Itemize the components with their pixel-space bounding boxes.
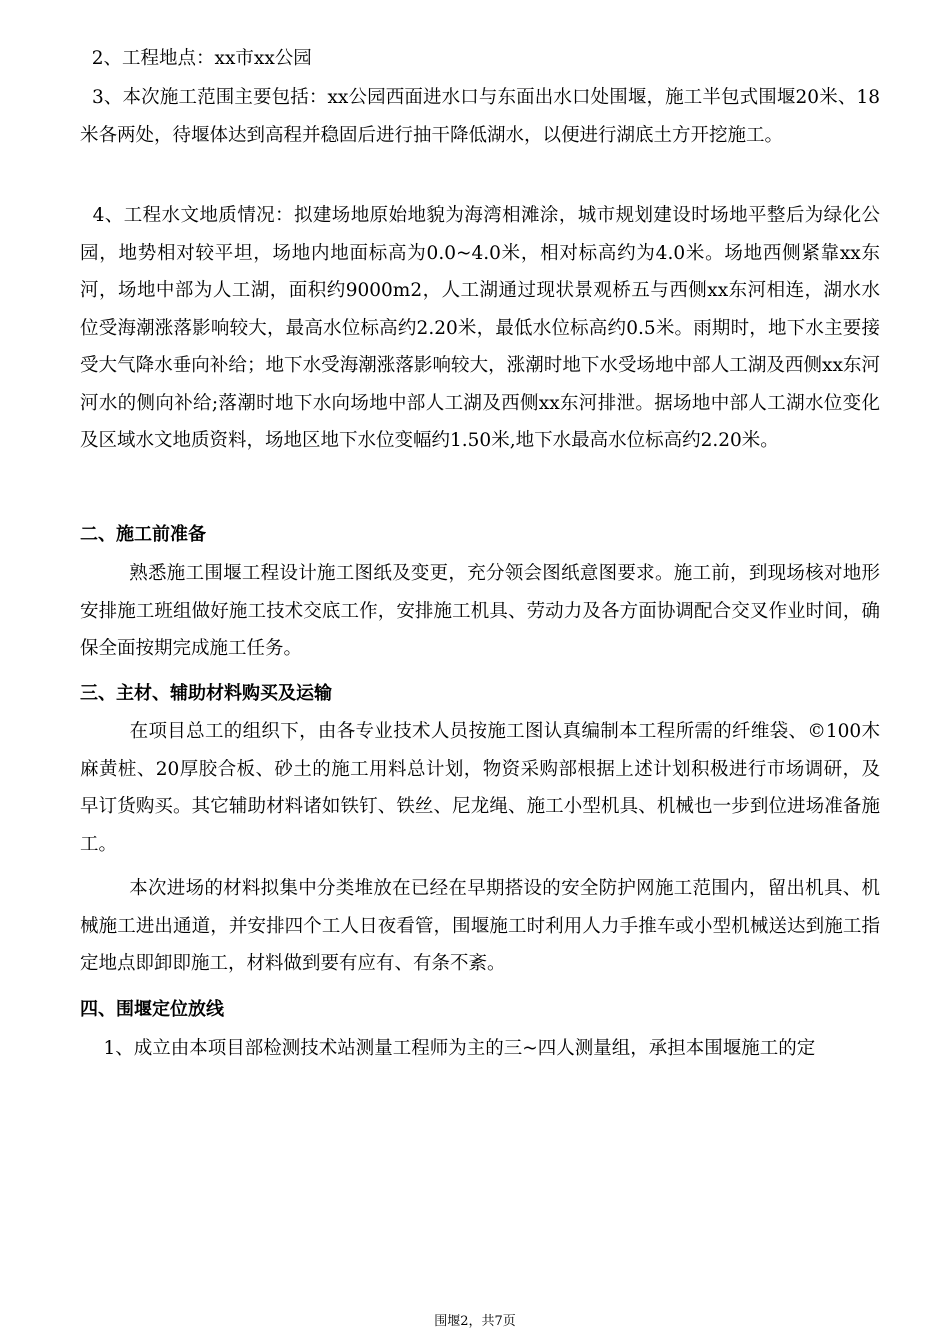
page-footer: 围堰2，共7页: [434, 1314, 516, 1329]
heading-positioning: 四、围堰定位放线: [80, 999, 224, 1020]
heading-preparation: 二、施工前准备: [80, 524, 206, 545]
paragraph-materials-plan: 在项目总工的组织下，由各专业技术人员按施工图认真编制本工程所需的纤维袋、©100木麻黄桩、20厚胶合板、砂土的施工用料总计划，物资采购部根据上述计划积极进行市场调研，及早订货购买。其它辅助材料诸如铁钉、铁丝、尼龙绳、施工小型机具、机械也一步到位进场准备施工。: [80, 721, 880, 855]
paragraph-materials-storage: 本次进场的材料拟集中分类堆放在已经在早期搭设的安全防护网施工范围内，留出机具、机械施工进出通道，并安排四个工人日夜看管，围堰施工时利用人力手推车或小型机械送达到施工指定地点即卸即施工，材料做到要有应有、有条不紊。: [80, 878, 880, 974]
heading-materials: 三、主材、辅助材料购买及运输: [80, 683, 332, 704]
paragraph-hydrogeology: 4、工程水文地质情况：拟建场地原始地貌为海湾相滩涂，城市规划建设时场地平整后为绿化公园，地势相对较平坦，场地内地面标高为0.0~4.0米，相对标高约为4.0米。场地西侧紧靠xx东河，场地中部为人工湖，面积约9000m2，人工湖通过现状景观桥五与西侧xx东河相连，湖水水位受海潮涨落影响较大，最高水位标高约2.20米，最低水位标高约0.5米。雨期时，地下水主要接受大气降水垂向补给；地下水受海潮涨落影响较大，涨潮时地下水受场地中部人工湖及西侧xx东河河水的侧向补给;落潮时地下水向场地中部人工湖及西侧xx东河排泄。据场地中部人工湖水位变化及区域水文地质资料，场地区地下水位变幅约1.50米,地下水最高水位标高约2.20米。: [80, 205, 881, 451]
paragraph-project-location: 2、工程地点：xx市xx公园: [80, 48, 312, 69]
paragraph-preparation: 熟悉施工围堰工程设计施工图纸及变更，充分领会图纸意图要求。施工前，到现场核对地形安排施工班组做好施工技术交底工作，安排施工机具、劳动力及各方面协调配合交叉作业时间，确保全面按期完成施工任务。: [80, 563, 880, 659]
paragraph-survey-team: 1、成立由本项目部检测技术站测量工程师为主的三~四人测量组，承担本围堰施工的定: [80, 1038, 816, 1059]
paragraph-construction-scope: 3、本次施工范围主要包括：xx公园西面进水口与东面出水口处围堰，施工半包式围堰20米、18米各两处，待堰体达到高程并稳固后进行抽干降低湖水，以便进行湖底土方开挖施工。: [80, 87, 880, 146]
